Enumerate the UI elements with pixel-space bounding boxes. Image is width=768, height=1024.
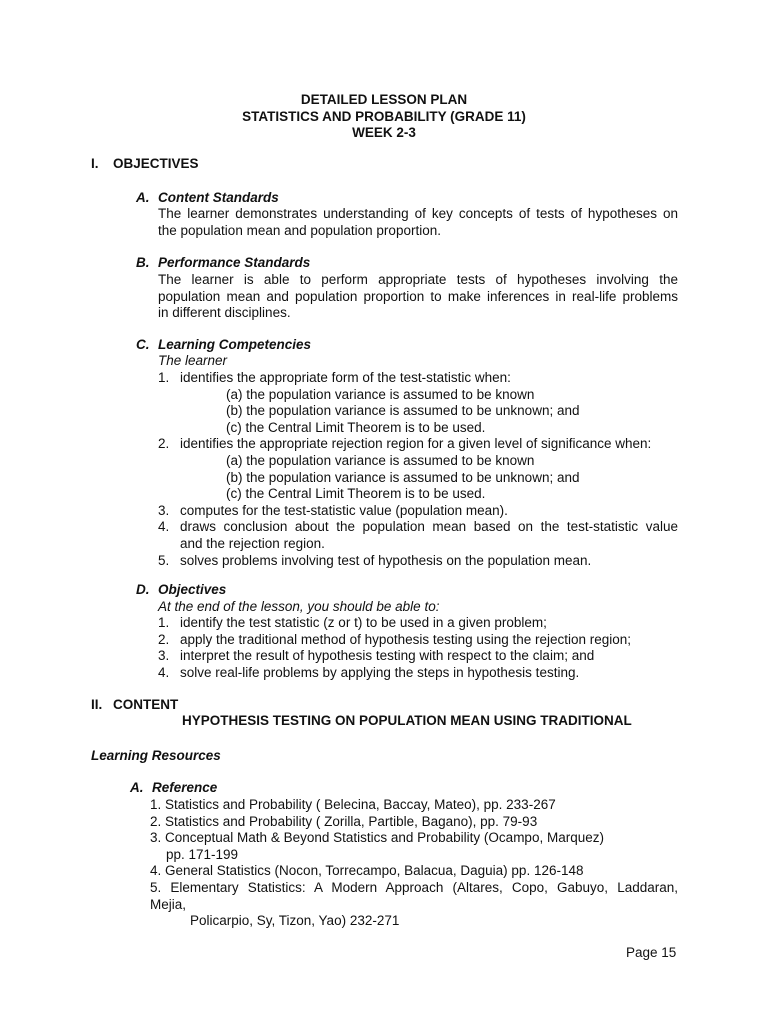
list-item	[158, 648, 678, 665]
page-number: Page 15	[626, 945, 677, 960]
list-item	[158, 553, 678, 570]
list-number: 1.	[158, 370, 170, 385]
list-text: solves problems involving test of hypothesis on the population mean.	[180, 552, 592, 568]
content-subtitle: HYPOTHESIS TESTING ON POPULATION MEAN USING TRADITIONAL	[182, 713, 632, 728]
paragraph-line: The learner is able to perform appropriate tests of hypotheses involving the	[158, 272, 678, 287]
competencies-intro: The learner	[158, 353, 228, 368]
list-number: 2.	[158, 436, 170, 452]
list-item	[158, 503, 678, 520]
paragraph-line: in different disciplines.	[158, 305, 291, 321]
list-item	[158, 436, 678, 453]
section-numeral: I.	[91, 156, 99, 171]
list-text-continuation: and the rejection region.	[180, 535, 325, 551]
subsection-heading-content-standards	[136, 190, 279, 207]
subsection-title: Reference	[152, 780, 218, 795]
list-item	[158, 632, 678, 649]
list-text: identifies the appropriate rejection region for a given level of significance when:	[180, 436, 652, 452]
performance-standards-text	[158, 272, 678, 322]
list-text: solve real-life problems by applying the steps in hypothesis testing.	[180, 664, 580, 680]
content-standards-text	[158, 206, 678, 239]
paragraph-line: The learner demonstrates understanding of key concepts of tests of hypotheses on	[158, 206, 678, 221]
list-text: draws conclusion about the population mean based on the test-statistic value	[180, 519, 678, 535]
objectives-intro: At the end of the lesson, you should be able to:	[158, 599, 440, 614]
subsection-letter: D.	[136, 582, 150, 597]
list-text: identify the test statistic (z or t) to be used in a given problem;	[180, 615, 547, 630]
subsection-letter: C.	[136, 337, 150, 352]
subsection-heading-performance-standards	[136, 255, 310, 272]
list-text: computes for the test-statistic value (population mean).	[180, 502, 508, 518]
list-number: 2.	[158, 631, 170, 647]
section-title: OBJECTIVES	[113, 156, 199, 171]
list-number: 1.	[158, 615, 170, 630]
list-subitem: (c) the Central Limit Theorem is to be used.	[226, 486, 486, 502]
list-subitem: (c) the Central Limit Theorem is to be used.	[226, 419, 486, 435]
section-heading-content	[91, 697, 178, 714]
list-subitem: (b) the population variance is assumed to be unknown; and	[226, 403, 580, 419]
reference-item: 3. Conceptual Math & Beyond Statistics and Probability (Ocampo, Marquez)	[150, 830, 604, 846]
section-numeral: II.	[91, 697, 103, 712]
subsection-title: Objectives	[158, 582, 227, 597]
subsection-letter: A.	[130, 780, 144, 795]
header-line-2: STATISTICS AND PROBABILITY (GRADE 11)	[242, 108, 526, 124]
section-heading-objectives	[91, 156, 199, 173]
paragraph-line: the population mean and population proportion.	[158, 222, 441, 238]
reference-item: 2. Statistics and Probability ( Zorilla, Partible, Bagano), pp. 79-93	[150, 813, 538, 829]
learning-resources-heading: Learning Resources	[91, 748, 221, 763]
reference-item-continuation: pp. 171-199	[166, 846, 239, 862]
objectives-list	[158, 615, 678, 681]
section-title: CONTENT	[113, 697, 179, 712]
header-line-3: WEEK 2-3	[352, 125, 416, 141]
list-item	[158, 370, 678, 387]
subsection-heading-reference	[130, 780, 217, 797]
subsection-title: Performance Standards	[158, 255, 311, 270]
list-subitem: (b) the population variance is assumed to be unknown; and	[226, 469, 580, 485]
reference-item-continuation: Policarpio, Sy, Tizon, Yao) 232-271	[190, 913, 400, 929]
reference-item: 4. General Statistics (Nocon, Torrecampo, Balacua, Daguia) pp. 126-148	[150, 863, 584, 879]
list-item	[158, 519, 678, 552]
subsection-title: Learning Competencies	[158, 337, 312, 352]
subsection-letter: A.	[136, 190, 150, 205]
competencies-list	[158, 370, 678, 569]
list-number: 4.	[158, 519, 170, 535]
list-text: apply the traditional method of hypothesis testing using the rejection region;	[180, 631, 632, 647]
list-subitem: (a) the population variance is assumed to be known	[226, 386, 535, 402]
document-header	[0, 92, 768, 142]
list-text: interpret the result of hypothesis testing with respect to the claim; and	[180, 648, 595, 664]
list-number: 5.	[158, 552, 170, 568]
subsection-heading-objectives	[136, 582, 226, 599]
reference-item-continuation: Mejia,	[150, 896, 187, 912]
paragraph-line: population mean and population proportion to make inferences in real-life problems	[158, 288, 678, 304]
reference-item: 5. Elementary Statistics: A Modern Approach (Altares, Copo, Gabuyo, Laddaran,	[150, 879, 678, 895]
list-item	[158, 665, 678, 682]
list-text: identifies the appropriate form of the test-statistic when:	[180, 370, 511, 385]
list-item	[158, 615, 678, 632]
header-line-1: DETAILED LESSON PLAN	[300, 92, 468, 107]
subsection-letter: B.	[136, 255, 150, 270]
list-number: 3.	[158, 648, 170, 664]
subsection-title: Content Standards	[158, 190, 279, 205]
reference-item: 1. Statistics and Probability ( Belecina, Baccay, Mateo), pp. 233-267	[150, 797, 556, 812]
list-number: 4.	[158, 664, 170, 680]
list-number: 3.	[158, 502, 170, 518]
reference-list	[150, 797, 678, 930]
list-subitem: (a) the population variance is assumed to be known	[226, 452, 535, 468]
subsection-heading-learning-competencies	[136, 337, 311, 354]
